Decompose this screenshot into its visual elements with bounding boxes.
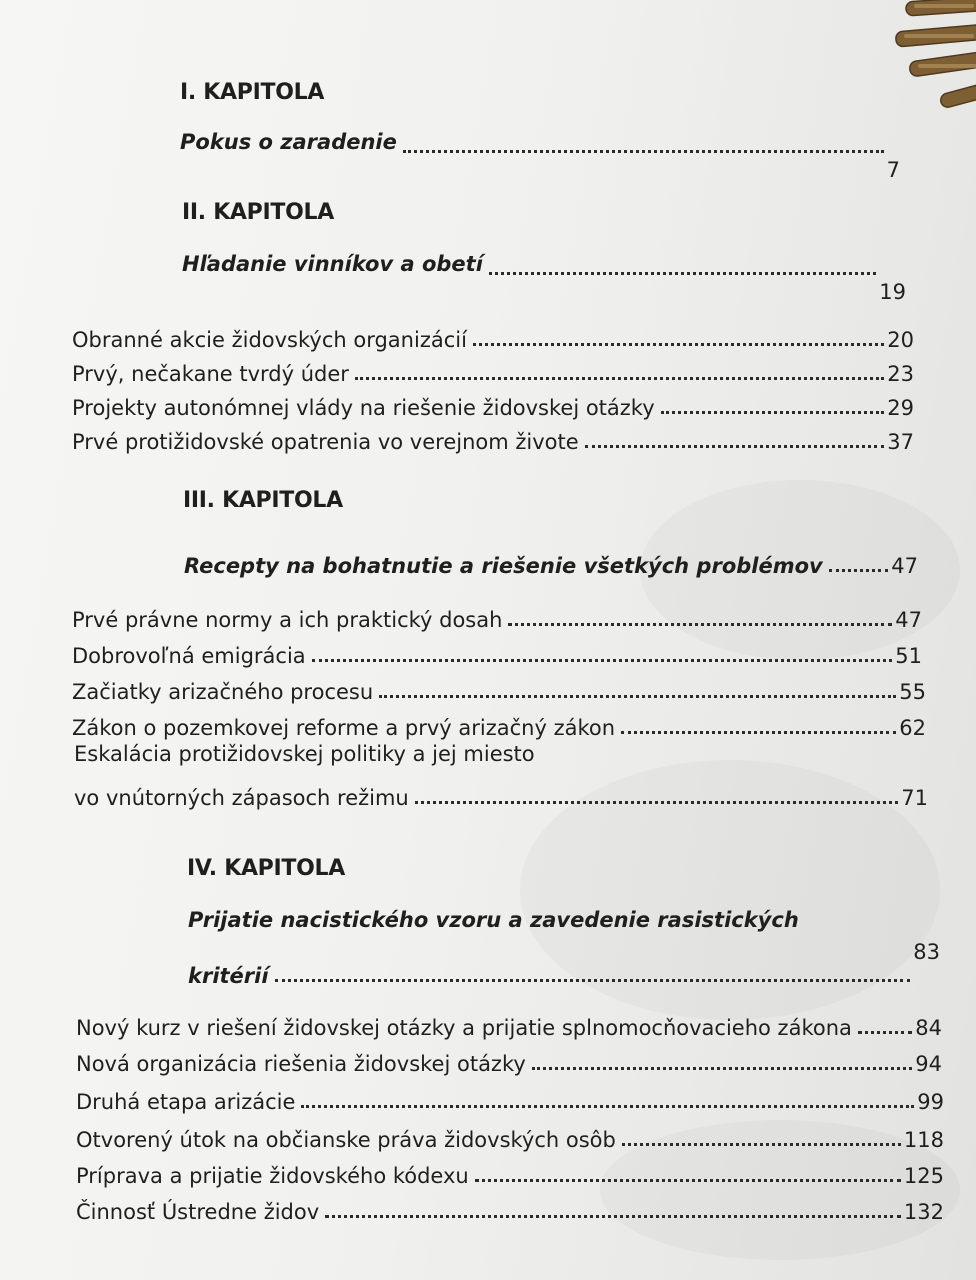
toc-section-title: kritérií [188,964,269,988]
toc-page-number: 132 [903,1200,944,1224]
toc-item-title: Prvé právne normy a ich praktický dosah [72,608,503,632]
leader-dots [489,272,876,275]
toc-page-number: 51 [895,644,922,668]
leader-dots [355,377,884,380]
toc-section-title: Hľadanie vinníkov a obetí [182,252,483,276]
toc-page-number: 83 [913,940,940,964]
toc-item-title: Druhá etapa arizácie [76,1090,296,1114]
toc-section-title-line1: Prijatie nacistického vzoru a zavedenie rasistických [188,908,799,932]
toc-item[interactable] [74,776,928,810]
bookmark-tassel-image [856,0,976,140]
toc-item[interactable] [72,670,926,704]
toc-item-title: Prvé protižidovské opatrenia vo verejnom živote [72,430,579,454]
toc-item-title: Nový kurz v riešení židovskej otázky a prijatie splnomocňovacieho zákona [76,1016,852,1040]
leader-dots [621,731,896,734]
leader-dots [275,979,911,982]
toc-item[interactable] [72,386,914,420]
toc-item-title: Projekty autonómnej vlády na riešenie židovskej otázky [72,396,655,420]
leader-dots [829,569,889,572]
chapter-heading: IV. KAPITOLA [187,856,345,881]
toc-section-entry[interactable] [180,130,900,182]
toc-page-number: 118 [903,1128,944,1152]
toc-item[interactable] [76,1006,942,1040]
toc-page-number: 71 [901,786,928,810]
toc-item[interactable] [76,1190,944,1224]
leader-dots [585,445,885,448]
toc-item[interactable] [76,1118,944,1152]
leader-dots [325,1215,901,1218]
leader-dots [415,801,899,804]
chapter-heading: III. KAPITOLA [183,488,343,513]
toc-page-number: 37 [887,430,914,454]
toc-page-number: 19 [879,280,906,304]
toc-item[interactable] [72,634,922,668]
toc-page-number: 62 [899,716,926,740]
toc-item-title: Činnosť Ústredne židov [76,1200,320,1224]
toc-section-entry[interactable] [182,252,906,304]
toc-item[interactable] [76,1154,944,1188]
toc-page-number: 55 [899,680,926,704]
toc-page-number: 7 [886,158,900,182]
toc-page-number: 29 [887,396,914,420]
toc-page-number: 84 [915,1016,942,1040]
leader-dots [379,695,896,698]
toc-item-title: Prvý, nečakane tvrdý úder [72,362,349,386]
leader-dots [508,623,892,626]
toc-item-title: Nová organizácia riešenia židovskej otázky [76,1052,526,1076]
toc-item-title: Otvorený útok na občianske práva židovských osôb [76,1128,616,1152]
leader-dots [532,1067,912,1070]
toc-item-title: Zákon o pozemkovej reforme a prvý arizačný zákon [72,716,616,740]
chapter-heading: I. KAPITOLA [180,80,325,105]
leader-dots [473,343,884,346]
leader-dots [301,1105,914,1108]
leader-dots [403,150,884,153]
toc-item-title: Začiatky arizačného procesu [72,680,374,704]
leader-dots [661,411,885,414]
leader-dots [312,659,893,662]
toc-page-number: 99 [917,1090,944,1114]
toc-page-number: 47 [895,608,922,632]
toc-item-title: Príprava a prijatie židovského kódexu [76,1164,469,1188]
leader-dots [475,1179,901,1182]
leader-dots [622,1143,901,1146]
toc-item-title-line1: Eskalácia protižidovskej politiky a jej miesto [74,742,535,766]
toc-item[interactable] [76,1042,942,1076]
toc-item[interactable] [72,706,926,740]
toc-section-title: Recepty na bohatnutie a riešenie všetkých problémov [184,554,823,578]
chapter-heading: II. KAPITOLA [182,200,334,225]
toc-item-title: vo vnútorných zápasoch režimu [74,786,409,810]
toc-section-entry[interactable] [188,940,940,988]
toc-page-number: 23 [887,362,914,386]
toc-item[interactable] [72,352,914,386]
toc-item-title: Dobrovoľná emigrácia [72,644,306,668]
toc-page-number: 125 [903,1164,944,1188]
toc-item[interactable] [72,420,914,454]
toc-item[interactable] [76,1080,944,1114]
toc-page-number: 47 [891,554,918,578]
toc-page-number: 20 [887,328,914,352]
toc-section-entry[interactable] [184,544,918,578]
toc-item[interactable] [72,318,914,352]
toc-item[interactable] [72,598,922,632]
toc-page-number: 94 [915,1052,942,1076]
leader-dots [858,1031,912,1034]
toc-item-title: Obranné akcie židovských organizácií [72,328,467,352]
toc-section-title: Pokus o zaradenie [180,130,397,154]
